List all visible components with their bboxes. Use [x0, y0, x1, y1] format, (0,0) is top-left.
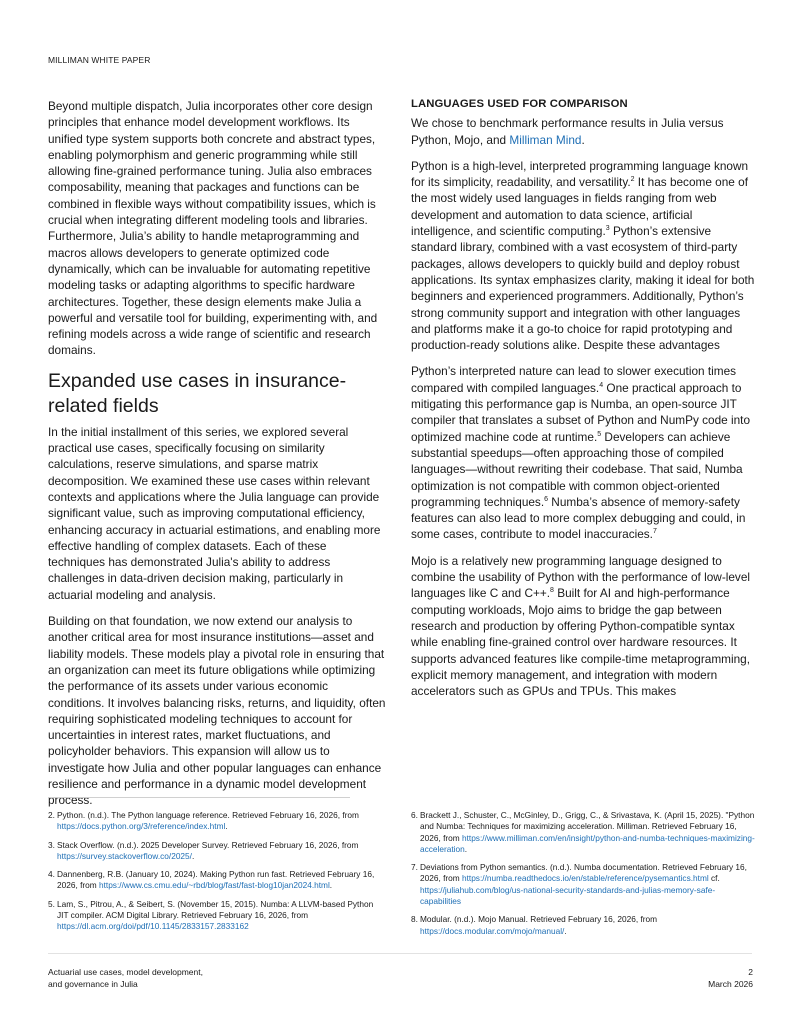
footnote-link[interactable]: https://numba.readthedocs.io/en/stable/reference/pysemantics.html — [461, 873, 709, 884]
footnote-item: 3. Stack Overflow. (n.d.). 2025 Developer Survey. Retrieved February 16, 2026, from https://survey.stackoverflow.co/2025/. — [48, 839, 359, 861]
right-column — [411, 96, 756, 709]
footnote-link[interactable]: https://docs.python.org/3/reference/index.html — [57, 821, 226, 832]
body-paragraph: Beyond multiple dispatch, Julia incorporates other core design principles that enhance model development workflows. Its unified type system supports both concrete and abstract types, enabling polymorphism and generic programming while still allowing fine-grained performance tuning. Julia also embraces composability, meaning that packages and functions can be combined in flexible ways without compatibility issues, which is crucial when integrating different modeling tools and libraries. Furthermore, Julia’s ability to handle metaprogramming and macros allows developers to generate optimized code dynamically, which can be invaluable for automating repetitive modeling tasks or adapting algorithms to specific hardware architectures. Together, these design elements make Julia a powerful and versatile tool for building, experimenting with, and refining models across a wide range of scientific and research domains. — [48, 99, 378, 358]
milliman-mind-link[interactable]: Milliman Mind — [509, 132, 582, 147]
footnote-item: 6. Brackett J., Schuster, C., McGinley, D., Grigg, C., & Srivastava, K. (April 15, 2025). "Python and Numba: Techniques for maximizing acceleration. Milliman. Retrieved February 16, 2026, from https://www.milliman.com/en/insight/python-and-numba-techniques-maximizing-acceleration. — [411, 810, 755, 854]
footer-divider — [48, 953, 752, 954]
footnote-item: 7. Deviations from Python semantics. (n.d.). Numba documentation. Retrieved February 16, 2026, from https://numba.readthedocs.io/en/stable/reference/pysemantics.html cf. https://juliahub.com/blog/us-national-security-standards-and-julias-memory-safe-capabilities — [411, 862, 747, 907]
footnote-item: 5. Lam, S., Pitrou, A., & Seibert, S. (November 15, 2015). Numba: A LLVM-based Python JIT compiler. ACM Digital Library. Retrieved February 16, 2026, from https://dl.acm.org/doi/pdf/10.1145/2833157.2833162 — [48, 898, 374, 932]
footnote-link[interactable]: https://docs.modular.com/mojo/manual/ — [420, 925, 565, 936]
footer-meta — [708, 966, 753, 990]
body-paragraph: In the initial installment of this series, we explored several practical use cases, specifically focusing on similarity calculations, reserve simulations, and sparse matrix decomposition. We examined these use cases within relevant contexts and applications where the Julia language can provide significant value, such as improving computational efficiency, enhancing accuracy in actuarial estimations, and enabling more effective handling of complex datasets. Each of these techniques has demonstrated Julia's ability to address challenges in data-driven decision making, particularly in actuarial modeling and analysis. — [48, 424, 381, 602]
footnotes-right — [411, 810, 756, 944]
body-paragraph: Mojo is a relatively new programming language designed to combine the usability of Python with the performance of low-level languages like C and C++.$^8$ Built for AI and high-performance computing workloads, Mojo aims to bridge the gap between research and production by offering Python-compatible syntax while enabling fine-grained control over hardware resources. It supports advanced features like compile-time metaprogramming, explicit memory management, and integration with modern accelerators such as GPUs and TPUs. This makes — [411, 553, 751, 699]
page-number: 2 — [748, 967, 753, 977]
footnote-item: 8. Modular. (n.d.). Mojo Manual. Retrieved February 16, 2026, from https://docs.modular.com/mojo/manual/. — [411, 914, 658, 936]
footnote-ref: 7 — [652, 528, 657, 536]
footnote-ref: 4 — [599, 381, 604, 389]
footnote-ref: 2 — [630, 176, 635, 184]
section-heading: Expanded use cases in insurance-related fields — [48, 369, 347, 417]
footnote-ref: 6 — [544, 495, 549, 503]
publication-date: March 2026 — [708, 979, 753, 989]
left-column — [48, 98, 386, 819]
footnote-divider — [48, 797, 350, 798]
footnote-link[interactable]: https://survey.stackoverflow.co/2025/ — [57, 850, 192, 861]
footnote-link[interactable]: https://juliahub.com/blog/us-national-security-standards-and-julias-memory-safe-capabilities — [420, 884, 716, 907]
body-paragraph: Python’s interpreted nature can lead to slower execution times compared with compiled languages.$^4$ One practical approach to mitigating this performance gap is Numba, an open-source JIT compiler that translates a subset of Python and NumPy code into optimized machine code at runtime.$^5$ Developers can achieve substantial speedups—often approaching those of compiled languages—without rewriting their codebase. That said, Numba optimization is not compatible with common object-oriented programming techniques.$^6$ Numba’s absence of memory-safety features can also lead to more complex debugging and could, in some cases, contribute to model inaccuracies.$^7$ — [411, 364, 751, 542]
footnotes-left — [48, 810, 384, 940]
footnote-item: 4. Dannenberg, R.B. (January 10, 2024). Making Python run fast. Retrieved February 16, 2026, from https://www.cs.cmu.edu/~rbd/blog/fast/fast-blog10jan2024.html. — [48, 869, 375, 891]
body-paragraph: Building on that foundation, we now extend our analysis to another critical area for most insurance institutions—asset and liability models. These models play a pivotal role in ensuring that an organization can meet its future obligations while optimizing the performance of its assets under various economic conditions. It involves balancing risks, returns, and liquidity, often requiring sophisticated modeling techniques to account for uncertainties in interest rates, market fluctuations, and policyholder behaviors. This expansion will allow us to investigate how Julia and other popular languages can enhance resilience and performance in a dynamic model development process. — [48, 614, 386, 808]
subsection-heading: LANGUAGES USED FOR COMPARISON — [411, 98, 628, 110]
footnote-item: 2. Python. (n.d.). The Python language reference. Retrieved February 16, 2026, from https://docs.python.org/3/reference/index.html. — [48, 810, 359, 832]
footnote-ref: 3 — [605, 225, 610, 233]
body-paragraph: We chose to benchmark performance results in Julia versus Python, Mojo, and Milliman Mind. — [411, 116, 724, 147]
footnote-link[interactable]: https://www.milliman.com/en/insight/python-and-numba-techniques-maximizing-acceleration — [420, 832, 755, 854]
header-label: MILLIMAN WHITE PAPER — [48, 55, 151, 65]
footer-title-line: and governance in Julia — [48, 979, 138, 989]
footer-title — [48, 966, 268, 990]
footnote-ref: 5 — [597, 430, 602, 438]
body-paragraph: Python is a high-level, interpreted programming language known for its simplicity, readability, and versatility.$^2$ It has become one of the most widely used languages in fields ranging from web development and automation to data science, artificial intelligence, and scientific computing.$^3$ Python’s extensive standard library, combined with a vast ecosystem of third-party packages, allows developers to quickly build and deploy robust applications. Its syntax emphasizes clarity, making it ideal for both beginners and experienced programmers. Additionally, Python’s strong community support and integration with other languages and platforms make it a go-to choice for rapid prototyping and production-ready solutions alike. Despite these advantages — [411, 158, 755, 353]
footnote-link[interactable]: https://www.cs.cmu.edu/~rbd/blog/fast/fast-blog10jan2024.html — [98, 880, 330, 891]
footer-title-line: Actuarial use cases, model development, — [48, 967, 203, 977]
footnote-link[interactable]: https://dl.acm.org/doi/pdf/10.1145/2833157.2833162 — [57, 921, 249, 932]
footnote-ref: 8 — [550, 587, 554, 595]
